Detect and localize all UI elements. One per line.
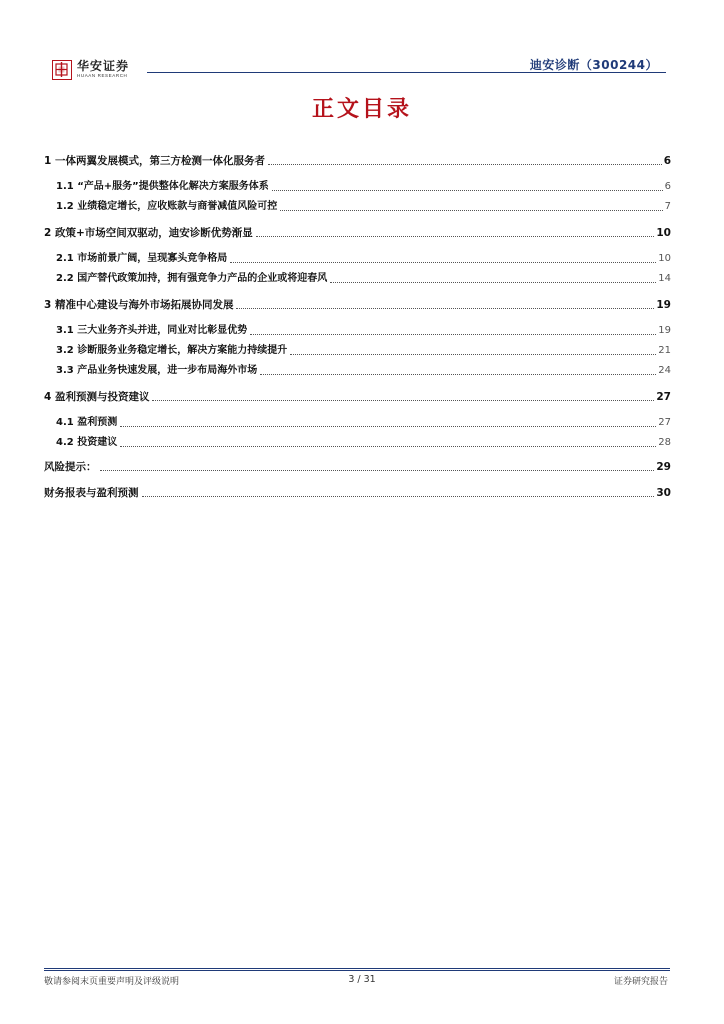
- toc-entry-title: 4.1 盈利预测: [56, 417, 118, 428]
- toc-entry[interactable]: [44, 388, 671, 404]
- toc-entry[interactable]: [44, 458, 671, 474]
- toc-entry[interactable]: [56, 414, 671, 430]
- footer-divider-secondary: [44, 970, 670, 971]
- huaan-logo-icon: [52, 60, 72, 80]
- toc-entry-page: 10: [658, 253, 671, 264]
- toc-leader-dots: [256, 236, 655, 237]
- logo-english-name: HUAAN RESEARCH: [77, 73, 128, 78]
- toc-entry-page: 6: [664, 181, 671, 192]
- toc-entry-title: 2.1 市场前景广阔，呈现寡头竞争格局: [56, 253, 228, 264]
- footer-report-type: 证券研究报告: [613, 977, 668, 987]
- toc-leader-dots: [268, 164, 662, 165]
- toc-leader-dots: [260, 374, 656, 375]
- toc-entry-page: 10: [656, 227, 671, 239]
- toc-leader-dots: [250, 334, 656, 335]
- toc-entry-page: 6: [663, 155, 671, 167]
- toc-leader-dots: [290, 354, 656, 355]
- toc-leader-dots: [142, 496, 655, 497]
- toc-leader-dots: [120, 446, 656, 447]
- footer-divider: [44, 968, 670, 969]
- toc-leader-dots: [272, 190, 663, 191]
- toc-entry[interactable]: [44, 296, 671, 312]
- toc-entry-page: 7: [664, 201, 671, 212]
- footer-disclaimer: 敬请参阅末页重要声明及评级说明: [44, 977, 180, 987]
- toc-entry-page: 27: [658, 417, 671, 428]
- toc-entry-title: 2 政策+市场空间双驱动，迪安诊断优势渐显: [44, 227, 253, 239]
- toc-entry-title: 3.1 三大业务齐头并进，同业对比彰显优势: [56, 325, 248, 336]
- toc-entry[interactable]: [56, 270, 671, 286]
- toc-entry-title: 4.2 投资建议: [56, 437, 118, 448]
- toc-entry[interactable]: [56, 342, 671, 358]
- toc-leader-dots: [230, 262, 656, 263]
- toc-entry[interactable]: [56, 250, 671, 266]
- toc-entry[interactable]: [56, 362, 671, 378]
- toc-entry[interactable]: [44, 152, 671, 168]
- page-header: [52, 56, 666, 78]
- toc-entry[interactable]: [56, 434, 671, 450]
- toc-entry-title: 1 一体两翼发展模式，第三方检测一体化服务者: [44, 155, 265, 167]
- toc-entry[interactable]: [44, 224, 671, 240]
- toc-entry[interactable]: [56, 198, 671, 214]
- toc-entry-page: 29: [656, 461, 671, 473]
- toc-entry[interactable]: [44, 484, 671, 500]
- toc-leader-dots: [280, 210, 662, 211]
- company-name: 迪安诊断（300244）: [529, 58, 658, 72]
- toc-entry-title: 2.2 国产替代政策加持，拥有强竞争力产品的企业或将迎春风: [56, 273, 328, 284]
- toc-leader-dots: [330, 282, 656, 283]
- toc-entry-page: 28: [658, 437, 671, 448]
- toc-entry-page: 30: [656, 487, 671, 499]
- toc-entry-title: 1.1 “产品+服务”提供整体化解决方案服务体系: [56, 181, 269, 192]
- toc-entry-page: 27: [656, 391, 671, 403]
- toc-entry-page: 19: [656, 299, 671, 311]
- toc-entry-title: 3.3 产品业务快速发展，进一步布局海外市场: [56, 365, 258, 376]
- toc-entry-title: 4 盈利预测与投资建议: [44, 391, 150, 403]
- toc-entry[interactable]: [56, 322, 671, 338]
- toc-entry-title: 3.2 诊断服务业务稳定增长，解决方案能力持续提升: [56, 345, 288, 356]
- toc-entry-page: 14: [658, 273, 671, 284]
- toc-entry-page: 21: [658, 345, 671, 356]
- toc-entry-title: 3 精准中心建设与海外市场拓展协同发展: [44, 299, 234, 311]
- toc-entry-page: 19: [658, 325, 671, 336]
- toc-entry-title: 财务报表与盈利预测: [44, 487, 139, 499]
- page-number: 3 / 31: [348, 974, 376, 985]
- toc-leader-dots: [120, 426, 656, 427]
- toc-leader-dots: [236, 308, 654, 309]
- toc-entry[interactable]: [56, 178, 671, 194]
- huaan-logo: [52, 60, 129, 80]
- toc-entry-page: 24: [658, 365, 671, 376]
- toc-entry-title: 风险提示：: [44, 461, 97, 473]
- toc-leader-dots: [152, 400, 654, 401]
- logo-chinese-name: 华安证券: [77, 59, 130, 73]
- toc-leader-dots: [100, 470, 655, 471]
- toc-entry-title: 1.2 业绩稳定增长，应收账款与商誉减值风险可控: [56, 201, 278, 212]
- page-title: 正文目录: [311, 97, 412, 122]
